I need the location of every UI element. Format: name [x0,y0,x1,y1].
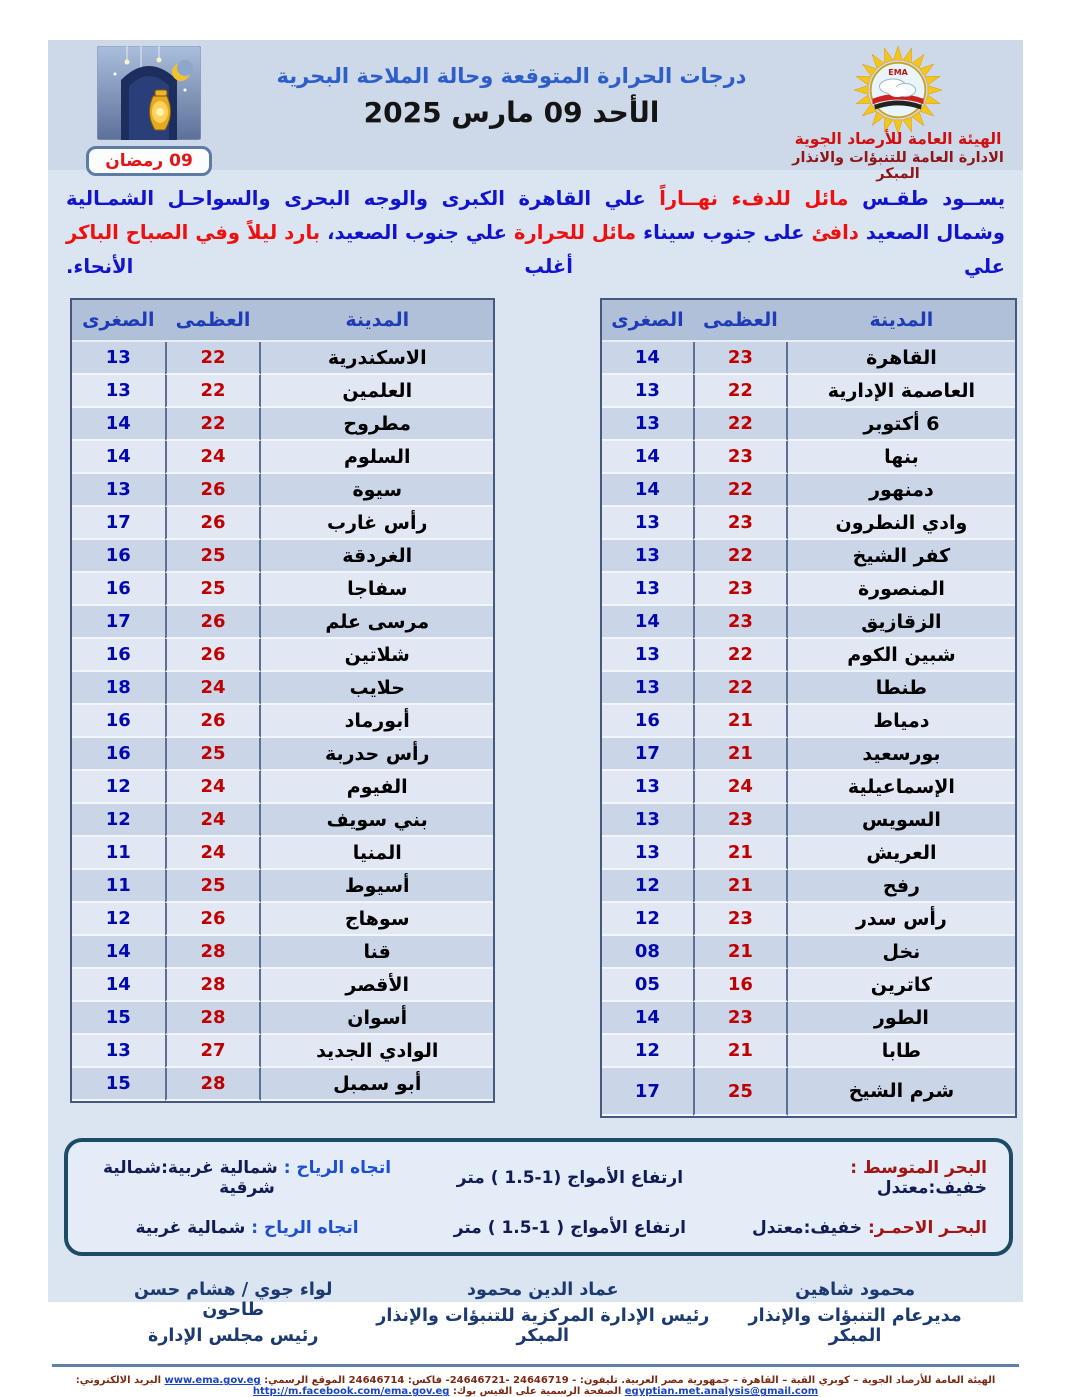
signature-name: لواء جوي / هشام حسن طاحون [134,1280,333,1321]
temp-row [602,705,1015,738]
min-cell: 13 [602,837,693,870]
city-cell: كاترين [788,969,1015,1002]
city-column-header: المدينة [261,300,493,342]
min-cell: 16 [72,738,165,771]
city-cell: شبين الكوم [788,639,1015,672]
max-cell: 26 [165,474,262,507]
max-cell: 21 [693,936,788,969]
max-cell: 26 [165,507,262,540]
city-cell: 6 أكتوبر [788,408,1015,441]
temp-row [602,771,1015,804]
min-cell: 14 [72,936,165,969]
wind-direction-value: شمالية غربية [135,1218,246,1239]
max-cell: 21 [693,1035,788,1068]
min-cell: 14 [602,474,693,507]
sea-name-cell [736,1158,987,1198]
city-cell: السويس [788,804,1015,837]
page-title: درجات الحرارة المتوقعة وحالة الملاحة البحرية [276,64,747,88]
org-department: الادارة العامة للتنبؤات والانذار المبكر [792,150,1004,182]
org-block [779,44,1017,182]
temp-row [72,474,493,507]
max-cell: 22 [693,474,788,507]
temp-row [72,639,493,672]
city-cell: المنيا [261,837,493,870]
city-cell: الإسماعيلية [788,771,1015,804]
temp-row [72,771,493,804]
temp-row [602,606,1015,639]
max-cell: 22 [693,375,788,408]
org-name: الهيئة العامة للأرصاد الجوية [794,130,1002,148]
city-cell: بنها [788,441,1015,474]
forecast-segment: يســود طقـس [848,187,1006,210]
city-cell: دمياط [788,705,1015,738]
temp-row [602,375,1015,408]
temp-row [602,936,1015,969]
city-cell: أسوان [261,1002,493,1035]
max-cell: 28 [165,969,262,1002]
min-cell: 13 [602,540,693,573]
city-cell: الغردقة [261,540,493,573]
city-cell: السلوم [261,441,493,474]
min-cell: 12 [602,1035,693,1068]
min-cell: 12 [72,771,165,804]
city-cell: المنصورة [788,573,1015,606]
city-cell: الطور [788,1002,1015,1035]
sea-name: البحر المتوسط : [850,1158,987,1179]
temp-row [72,804,493,837]
signature-title: رئيس مجلس الإدارة [147,1326,319,1347]
temp-row [602,441,1015,474]
footer-website-link[interactable]: www.ema.gov.eg [164,1375,261,1387]
temp-row [72,1035,493,1068]
city-cell: نخل [788,936,1015,969]
min-column-header: الصغرى [72,300,165,342]
city-cell: قنا [261,936,493,969]
temps-table-left [70,298,495,1103]
min-cell: 16 [602,705,693,738]
max-cell: 23 [693,342,788,375]
city-cell: دمنهور [788,474,1015,507]
max-cell: 23 [693,606,788,639]
footer-email-label: البريد الالكتروني: [75,1375,162,1387]
max-cell: 23 [693,1002,788,1035]
temp-row [72,936,493,969]
min-cell: 14 [72,408,165,441]
temp-row [72,672,493,705]
temp-row [72,837,493,870]
wave-height: ارتفاع الأمواج ( 1-1.5 ) متر [453,1218,686,1239]
max-cell: 25 [165,540,262,573]
signature-title: مديرعام التنبؤات والإنذار المبكر [748,1306,962,1347]
city-cell: رأس غارب [261,507,493,540]
min-cell: 13 [72,1035,165,1068]
min-cell: 13 [72,342,165,375]
temp-row [602,804,1015,837]
city-cell: رفح [788,870,1015,903]
city-column-header: المدينة [788,300,1015,342]
max-cell: 25 [693,1068,788,1116]
min-cell: 13 [602,408,693,441]
city-cell: العلمين [261,375,493,408]
max-cell: 23 [693,903,788,936]
max-cell: 21 [693,738,788,771]
min-cell: 13 [72,474,165,507]
temp-row [72,738,493,771]
temp-row [72,342,493,375]
min-cell: 17 [602,738,693,771]
min-cell: 13 [602,639,693,672]
min-cell: 15 [72,1068,165,1101]
lantern-block [54,44,244,176]
city-cell: بني سويف [261,804,493,837]
wave-height: ارتفاع الأمواج (1-1.5 ) متر [456,1168,684,1189]
sea-name-cell [736,1218,987,1238]
date-line: الأحد 09 مارس 2025 [363,96,660,129]
max-cell: 24 [165,672,262,705]
min-cell: 14 [602,441,693,474]
min-cell: 18 [72,672,165,705]
wind-cell [90,1218,404,1238]
min-cell: 17 [72,507,165,540]
temp-row [602,903,1015,936]
city-cell: أبورماد [261,705,493,738]
max-cell: 22 [693,672,788,705]
temperature-tables [48,290,1023,1118]
ramadan-lantern-image [97,46,201,140]
max-cell: 22 [165,408,262,441]
city-cell: بورسعيد [788,738,1015,771]
title-block [244,44,779,129]
temp-row [602,1068,1015,1116]
temp-row [602,1035,1015,1068]
max-cell: 24 [165,771,262,804]
max-cell: 23 [693,441,788,474]
city-cell: سيوة [261,474,493,507]
signature-name: محمود شاهين [795,1280,916,1301]
ema-logo [854,46,942,134]
min-cell: 16 [72,639,165,672]
min-cell: 14 [602,606,693,639]
signature-title: رئيس الإدارة المركزية للتنبؤات والإنذار المبكر [376,1306,710,1347]
city-cell: العاصمة الإدارية [788,375,1015,408]
city-cell: الأقصر [261,969,493,1002]
wind-cell [90,1158,404,1198]
city-cell: سوهاج [261,903,493,936]
min-column-header: الصغرى [602,300,693,342]
min-cell: 11 [72,870,165,903]
sea-state: خفيف:معتدل [751,1218,863,1239]
temp-row [72,606,493,639]
min-cell: 13 [602,804,693,837]
signature-forecast-director [727,1280,983,1346]
max-cell: 28 [165,1068,262,1101]
temp-row [72,1002,493,1035]
max-cell: 24 [165,837,262,870]
wind-direction-value: شمالية غربية:شمالية شرقية [102,1158,278,1199]
forecast-segment: دافئ [811,221,859,245]
max-cell: 25 [165,870,262,903]
city-cell: رأس سدر [788,903,1015,936]
forecast-segment: علي القاهرة الكبرى والوجه البحرى والسواحـل الشمـالية وشمال الصعيد [66,187,1006,245]
max-cell: 28 [165,936,262,969]
max-cell: 24 [165,804,262,837]
table-header-row [602,300,1015,342]
ema-logo-text: EMA [888,68,908,78]
max-cell: 24 [165,441,262,474]
city-cell: أسيوط [261,870,493,903]
city-cell: طنطا [788,672,1015,705]
temp-row [602,408,1015,441]
temp-row [602,573,1015,606]
city-cell: رأس حدربة [261,738,493,771]
forecast-segment: علي أغلب الأنحاء. [66,255,1005,279]
temp-row [72,969,493,1002]
min-cell: 16 [72,705,165,738]
forecast-segment: مائل للحرارة [514,221,637,245]
city-cell: أبو سمبل [261,1068,493,1101]
max-cell: 23 [693,507,788,540]
max-column-header: العظمى [165,300,262,342]
max-cell: 24 [693,771,788,804]
temp-row [602,540,1015,573]
min-cell: 12 [602,903,693,936]
footer [48,1367,1023,1397]
forecast-segment: علي جنوب الصعيد، [320,221,514,245]
mediterranean-row [90,1158,987,1198]
temp-row [72,540,493,573]
temps-table-right [600,298,1017,1118]
city-cell: الزقازيق [788,606,1015,639]
min-cell: 14 [602,342,693,375]
footer-email-link[interactable]: egyptian.met.analysis@gmail.com [624,1386,819,1397]
min-cell: 12 [602,870,693,903]
max-cell: 25 [165,573,262,606]
footer-address: الهيئة العامة للأرصاد الجوية – كوبري القبة – القاهرة – جمهورية مصر العربية. تليفون: - 24646719 -24646721- فاكس: 24646714 الموقع الرسمي: [264,1375,996,1387]
min-cell: 05 [602,969,693,1002]
footer-facebook-label: الصفحة الرسمية على الفيس بوك: [449,1386,622,1397]
max-cell: 25 [165,738,262,771]
max-cell: 23 [693,804,788,837]
min-cell: 17 [72,606,165,639]
min-cell: 13 [602,507,693,540]
max-cell: 22 [693,408,788,441]
temp-row [602,870,1015,903]
min-cell: 13 [602,672,693,705]
max-cell: 26 [165,903,262,936]
min-cell: 14 [72,441,165,474]
max-cell: 21 [693,837,788,870]
forecast-paragraph [48,170,1023,290]
max-cell: 16 [693,969,788,1002]
min-cell: 13 [72,375,165,408]
max-cell: 27 [165,1035,262,1068]
temp-row [602,738,1015,771]
city-cell: مرسى علم [261,606,493,639]
max-cell: 23 [693,573,788,606]
city-cell: سفاجا [261,573,493,606]
temp-row [72,375,493,408]
temp-row [72,573,493,606]
city-cell: الفيوم [261,771,493,804]
temp-row [72,705,493,738]
forecast-segment: بارد ليلاً وفي الصباح الباكر [66,221,321,245]
max-cell: 21 [693,870,788,903]
sea-state: خفيف:معتدل [876,1178,987,1199]
wind-direction-label: اتجاه الرياح : [283,1158,392,1179]
marine-conditions-box [64,1138,1013,1256]
temp-row [602,1002,1015,1035]
max-cell: 22 [165,375,262,408]
city-cell: الاسكندرية [261,342,493,375]
max-cell: 22 [165,342,262,375]
table-header-row [72,300,493,342]
temp-row [72,507,493,540]
footer-facebook-link[interactable]: http://m.facebook.com/ema.gov.eg [252,1386,450,1397]
city-cell: القاهرة [788,342,1015,375]
sea-name: البحـر الاحمـر: [867,1218,987,1239]
city-cell: العريش [788,837,1015,870]
city-cell: وادي النطرون [788,507,1015,540]
min-cell: 12 [72,804,165,837]
max-cell: 26 [165,606,262,639]
header [48,40,1023,182]
min-cell: 12 [72,903,165,936]
forecast-segment: على جنوب سيناء [636,221,812,245]
min-cell: 13 [602,375,693,408]
temp-row [602,672,1015,705]
min-cell: 15 [72,1002,165,1035]
min-cell: 13 [602,573,693,606]
max-cell: 26 [165,705,262,738]
max-cell: 28 [165,1002,262,1035]
max-cell: 26 [165,639,262,672]
temp-row [602,969,1015,1002]
min-cell: 17 [602,1068,693,1116]
city-cell: شرم الشيخ [788,1068,1015,1116]
max-cell: 22 [693,540,788,573]
temp-row [72,870,493,903]
min-cell: 13 [602,771,693,804]
temp-row [602,342,1015,375]
signatures [48,1280,1023,1346]
max-cell: 22 [693,639,788,672]
min-cell: 08 [602,936,693,969]
temp-row [72,441,493,474]
temp-row [602,474,1015,507]
min-cell: 16 [72,573,165,606]
wind-direction-label: اتجاه الرياح : [251,1218,359,1239]
min-cell: 11 [72,837,165,870]
temp-row [602,639,1015,672]
temp-row [72,408,493,441]
city-cell: طابا [788,1035,1015,1068]
ramadan-day-badge: 09 رمضان [86,146,212,176]
city-cell: مطروح [261,408,493,441]
city-cell: حلايب [261,672,493,705]
max-column-header: العظمى [693,300,788,342]
min-cell: 14 [72,969,165,1002]
min-cell: 14 [602,1002,693,1035]
temp-row [72,1068,493,1101]
bulletin-page [48,40,1023,1397]
max-cell: 21 [693,705,788,738]
signature-name: عماد الدين محمود [467,1280,619,1301]
temp-row [602,507,1015,540]
forecast-segment: مائل للدفء نهــاراً [659,187,849,210]
city-cell: كفر الشيخ [788,540,1015,573]
temp-row [72,903,493,936]
min-cell: 16 [72,540,165,573]
signature-board-chairman [108,1280,358,1346]
red-sea-row [90,1218,987,1238]
temp-row [602,837,1015,870]
city-cell: شلاتين [261,639,493,672]
city-cell: الوادي الجديد [261,1035,493,1068]
signature-central-admin-head [358,1280,727,1346]
